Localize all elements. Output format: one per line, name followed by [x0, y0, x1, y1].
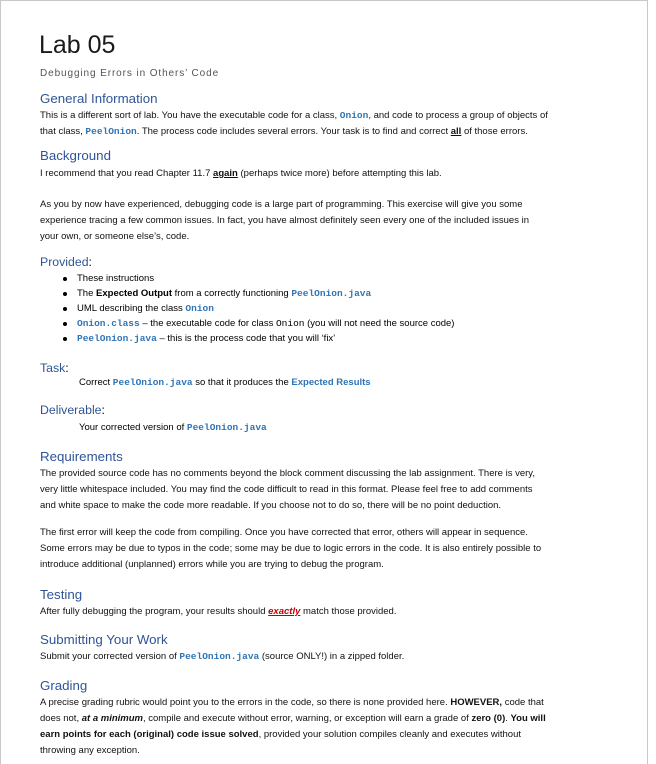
- page-subtitle: Debugging Errors in Others’ Code: [40, 68, 220, 79]
- submitting-heading: Submitting Your Work: [40, 632, 168, 647]
- colon: :: [65, 361, 69, 375]
- colon: :: [88, 255, 92, 269]
- expected-results-link: Expected Results: [291, 377, 371, 388]
- task-text: [79, 375, 371, 391]
- code-text: PeelOnion.java: [291, 288, 372, 299]
- bold-italic-text: at a minimum: [81, 713, 143, 724]
- testing-text: [40, 604, 620, 620]
- page-title: Lab 05: [39, 31, 116, 59]
- text-line: introduce additional (unplanned) errors while you are trying to debug the program.: [40, 559, 384, 570]
- code-onion: Onion: [339, 110, 369, 121]
- emphasis-all: all: [450, 126, 462, 137]
- text: (you will not need the source code): [304, 318, 455, 329]
- code-text: PeelOnion.java: [179, 651, 260, 662]
- task-heading: [40, 361, 69, 375]
- general-line-1: [40, 108, 620, 124]
- deliverable-heading: [40, 403, 105, 417]
- text: from a correctly functioning: [172, 288, 292, 299]
- grading-heading: Grading: [40, 678, 88, 693]
- text-line: experience tracing a few common issues. In fact, you have almost definitely seen every one of the included issues in: [40, 215, 529, 226]
- colon: :: [101, 403, 105, 417]
- text-line: As you by now have experienced, debugging code is a large part of programming. This exercise will give you some: [40, 199, 523, 210]
- emphasis-again: again: [213, 168, 238, 179]
- text: – the executable code for class: [139, 318, 276, 329]
- text: (source ONLY!) in a zipped folder.: [259, 651, 405, 662]
- heading-text: Provided: [40, 255, 89, 269]
- requirements-heading: Requirements: [40, 449, 123, 464]
- list-item: [59, 316, 454, 331]
- text: .: [505, 713, 511, 724]
- bold-text: zero (0): [471, 713, 506, 724]
- list-item: [59, 271, 454, 286]
- code-text: Onion: [185, 303, 214, 314]
- text-line: very little whitespace included. You may find the code difficult to read in this format. Please feel free to add comments: [40, 484, 533, 495]
- text: (perhaps twice more) before attempting this lab.: [237, 168, 442, 179]
- text: The: [77, 288, 97, 299]
- text: , compile and execute without error, warning, or exception will earn a grade of: [142, 713, 472, 724]
- text: – this is the process code that you will ‘fix’: [156, 333, 336, 344]
- text-line: The first error will keep the code from compiling. Once you have corrected that error, others will appear in sequence.: [40, 527, 528, 538]
- text-line: Some errors may be due to typos in the code; some may be due to logic errors in the code. It is also entirely possible to: [40, 543, 542, 554]
- text: match those provided.: [300, 606, 397, 617]
- code-text: PeelOnion.java: [186, 422, 267, 433]
- text: . The process code includes several errors. Your task is to find and correct: [136, 126, 451, 137]
- grading-paragraph: [40, 695, 620, 759]
- grading-line-4: throwing any exception.: [40, 745, 140, 756]
- grading-line-1: [40, 695, 620, 711]
- code-text: PeelOnion.java: [77, 333, 157, 344]
- text: Submit your corrected version of: [40, 651, 180, 662]
- text: I recommend that you read Chapter 11.7: [40, 168, 214, 179]
- text-line: your own, or someone else’s, code.: [40, 231, 190, 242]
- general-paragraph: [40, 108, 620, 140]
- bold-text: You will: [510, 713, 546, 724]
- text: that class,: [40, 126, 86, 137]
- heading-text: Deliverable: [40, 403, 102, 417]
- general-line-2: [40, 124, 620, 140]
- bold-text: earn points for each (original) code issue solved: [40, 729, 259, 740]
- background-paragraph-2: [40, 197, 620, 245]
- code-peelonion: PeelOnion: [85, 126, 137, 137]
- mono-text: Onion: [275, 318, 305, 329]
- heading-text: Task: [40, 361, 66, 375]
- requirements-paragraph-2: [40, 525, 620, 573]
- text-line: and white space to make the code more readable. If you choose not to do so, there will be no point deduction.: [40, 500, 502, 511]
- requirements-paragraph-1: [40, 466, 620, 514]
- provided-list: [59, 271, 454, 346]
- text: These instructions: [77, 273, 155, 284]
- code-text: PeelOnion.java: [112, 377, 193, 388]
- text: so that it produces the: [192, 377, 292, 388]
- bold-text: HOWEVER,: [450, 697, 503, 708]
- text: of those errors.: [461, 126, 528, 137]
- text: This is a different sort of lab. You have the executable code for a class,: [40, 110, 340, 121]
- text: code that: [502, 697, 544, 708]
- text: A precise grading rubric would point you to the errors in the code, so there is none provided here.: [40, 697, 451, 708]
- text: , provided your solution compiles cleanly and executes without: [258, 729, 522, 740]
- testing-heading: Testing: [40, 587, 83, 602]
- grading-line-2: [40, 711, 620, 727]
- list-item: [59, 301, 454, 316]
- background-heading: Background: [40, 148, 111, 163]
- list-item: [59, 286, 454, 301]
- text: , and code to process a group of objects of: [368, 110, 548, 121]
- emphasis-exactly: exactly: [268, 606, 301, 617]
- submitting-text: [40, 649, 620, 665]
- deliverable-text: [79, 420, 267, 436]
- background-line-1: [40, 166, 620, 182]
- text-line: The provided source code has no comments beyond the block comment discussing the lab assignment. There is very,: [40, 468, 535, 479]
- code-text: Onion.class: [77, 318, 140, 329]
- text: UML describing the class: [77, 303, 186, 314]
- bold-text: Expected Output: [96, 288, 173, 299]
- grading-line-3: [40, 727, 620, 743]
- list-item: [59, 331, 454, 346]
- text: Your corrected version of: [79, 422, 187, 433]
- provided-heading: [40, 255, 92, 269]
- text: Correct: [79, 377, 113, 388]
- text: After fully debugging the program, your results should: [40, 606, 269, 617]
- text: does not,: [40, 713, 82, 724]
- general-heading: General Information: [40, 91, 158, 106]
